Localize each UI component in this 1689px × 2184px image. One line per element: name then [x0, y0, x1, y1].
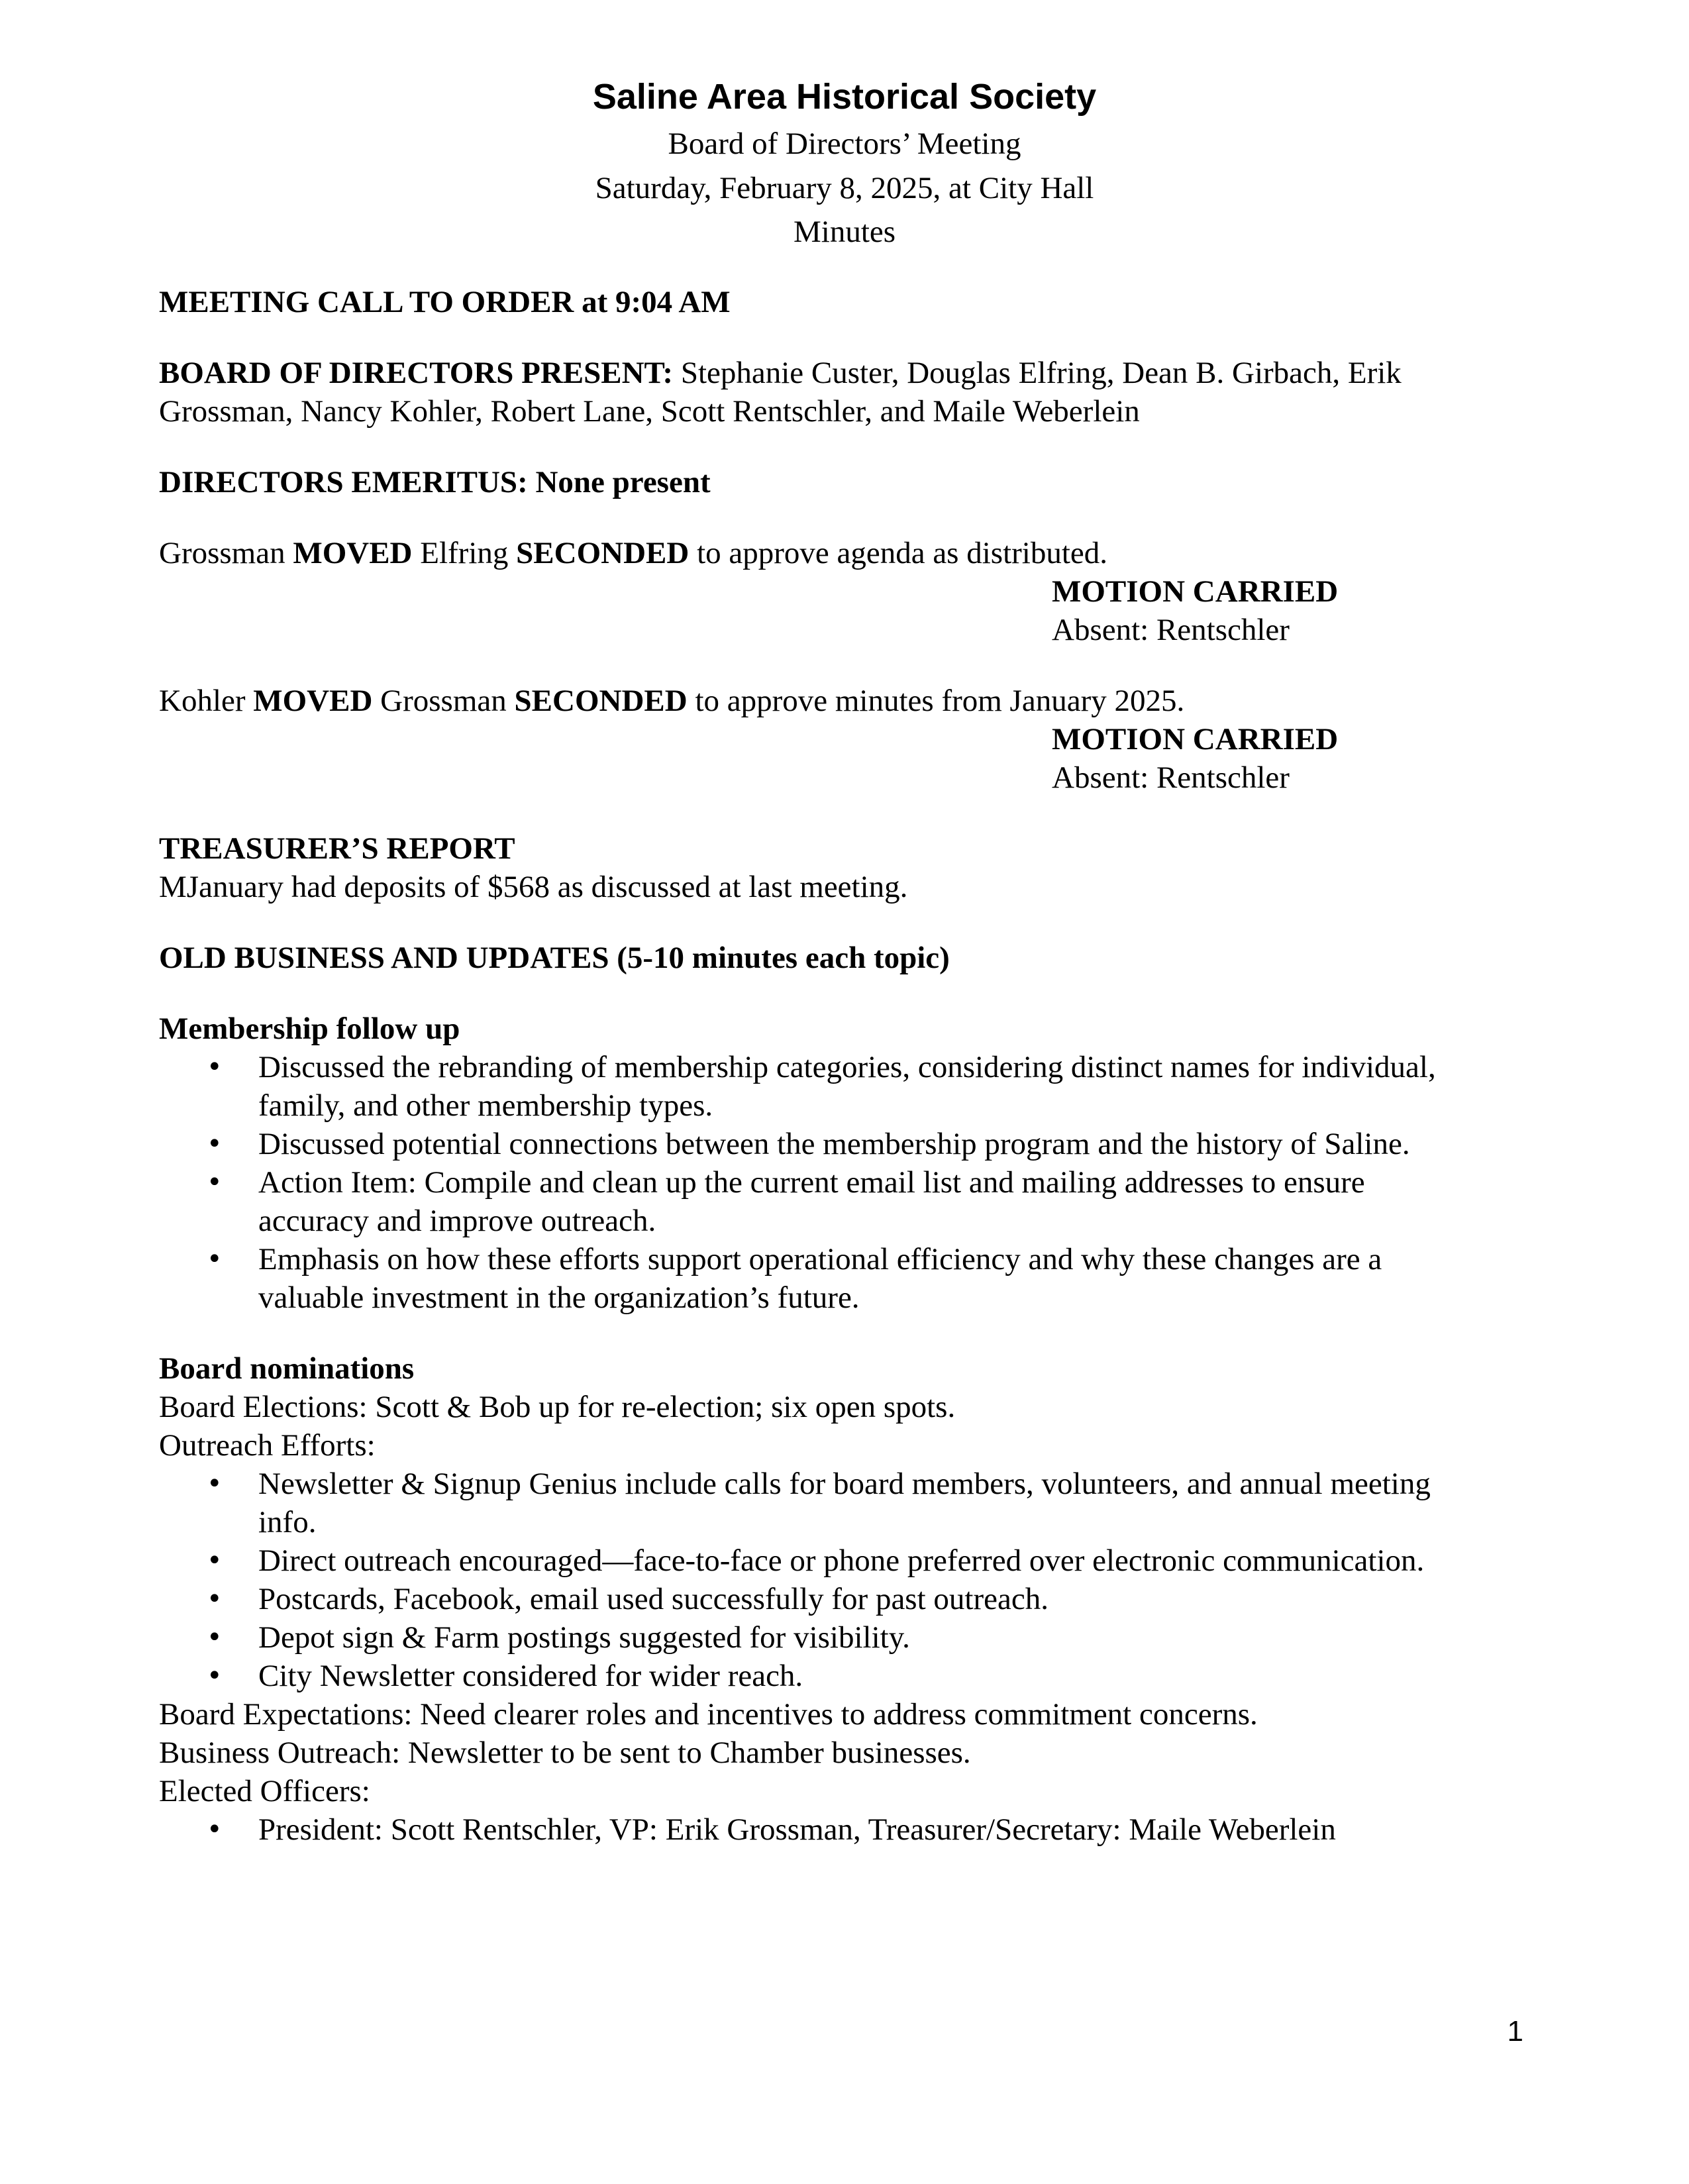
business-outreach: Business Outreach: Newsletter to be sent to Chamber businesses.	[159, 1736, 971, 1770]
list-item-line: • Direct outreach encouraged—face-to-face or phone preferred over electronic communication.	[258, 1543, 1425, 1578]
list-item	[159, 1618, 1557, 1657]
motion-absent: Absent: Rentschler	[1052, 613, 1290, 647]
list-item-line: • Emphasis on how these efforts support operational efficiency and why these changes are a	[258, 1242, 1382, 1276]
meeting-date-location: Saturday, February 8, 2025, at City Hall	[595, 171, 1094, 205]
list-item	[159, 1541, 1557, 1580]
board-present	[159, 354, 1557, 392]
motion-1	[159, 534, 1557, 572]
list-item	[159, 1657, 1557, 1695]
list-item	[159, 1163, 1557, 1240]
list-item-line: • Discussed the rebranding of membership categories, considering distinct names for individual,	[258, 1050, 1436, 1084]
board-expectations: Board Expectations: Need clearer roles and incentives to address commitment concerns.	[159, 1697, 1258, 1732]
document-subtitle: Minutes	[793, 215, 896, 249]
treasurer-heading: TREASURER’S REPORT	[159, 831, 515, 866]
list-item	[159, 1580, 1557, 1618]
list-item-line: info.	[258, 1505, 317, 1539]
seconded-label: SECONDED	[514, 684, 688, 718]
call-to-order: MEETING CALL TO ORDER at 9:04 AM	[159, 285, 731, 319]
list-item	[159, 1125, 1557, 1163]
list-item-line: • Discussed potential connections between the membership program and the history of Saline.	[258, 1127, 1410, 1161]
membership-list	[159, 1048, 1557, 1317]
board-present-label: BOARD OF DIRECTORS PRESENT:	[159, 356, 674, 390]
list-item-line: • Postcards, Facebook, email used successfully for past outreach.	[258, 1582, 1049, 1616]
list-item	[159, 1048, 1557, 1125]
list-item-line: • Action Item: Compile and clean up the current email list and mailing addresses to ensure	[258, 1165, 1365, 1200]
board-present-names-2: Grossman, Nancy Kohler, Robert Lane, Scott Rentschler, and Maile Weberlein	[159, 394, 1140, 429]
motion-seconder: Grossman	[372, 684, 515, 718]
old-business-heading: OLD BUSINESS AND UPDATES (5-10 minutes each topic)	[159, 941, 950, 975]
board-present-names-1: Stephanie Custer, Douglas Elfring, Dean B. Girbach, Erik	[673, 356, 1402, 390]
outreach-list	[159, 1465, 1557, 1695]
nominations-heading: Board nominations	[159, 1351, 415, 1386]
motion-result: MOTION CARRIED	[1052, 722, 1339, 756]
document-title: Saline Area Historical Society	[592, 77, 1097, 117]
motion-text: to approve agenda as distributed.	[689, 536, 1108, 570]
list-item-line: • Newsletter & Signup Genius include calls for board members, volunteers, and annual meeting	[258, 1467, 1431, 1501]
moved-label: MOVED	[253, 684, 373, 718]
list-item-line: accuracy and improve outreach.	[258, 1204, 656, 1238]
minutes-body	[159, 283, 1557, 1849]
list-item-line: family, and other membership types.	[258, 1088, 713, 1123]
page-number: 1	[1507, 2015, 1523, 2048]
treasurer-text: MJanuary had deposits of $568 as discussed at last meeting.	[159, 870, 908, 904]
officers-list	[159, 1810, 1557, 1849]
motion-result: MOTION CARRIED	[1052, 574, 1339, 609]
motion-2	[159, 682, 1557, 720]
motion-seconder: Elfring	[412, 536, 517, 570]
list-item-line: • President: Scott Rentschler, VP: Erik Grossman, Treasurer/Secretary: Maile Weberlein	[258, 1812, 1336, 1847]
moved-label: MOVED	[293, 536, 413, 570]
officers-label: Elected Officers:	[159, 1774, 370, 1808]
outreach-label: Outreach Efforts:	[159, 1428, 376, 1463]
list-item	[159, 1240, 1557, 1317]
list-item-line: • City Newsletter considered for wider reach.	[258, 1659, 803, 1693]
board-elections: Board Elections: Scott & Bob up for re-election; six open spots.	[159, 1390, 956, 1424]
seconded-label: SECONDED	[516, 536, 690, 570]
list-item-line: valuable investment in the organization’s future.	[258, 1280, 860, 1315]
meeting-type: Board of Directors’ Meeting	[668, 127, 1021, 161]
list-item	[159, 1465, 1557, 1541]
motion-mover: Kohler	[159, 684, 254, 718]
motion-text: to approve minutes from January 2025.	[687, 684, 1185, 718]
membership-heading: Membership follow up	[159, 1012, 460, 1046]
motion-mover: Grossman	[159, 536, 293, 570]
list-item-line: • Depot sign & Farm postings suggested for visibility.	[258, 1620, 910, 1655]
motion-absent: Absent: Rentschler	[1052, 760, 1290, 795]
directors-emeritus: DIRECTORS EMERITUS: None present	[159, 465, 711, 499]
list-item	[159, 1810, 1557, 1849]
